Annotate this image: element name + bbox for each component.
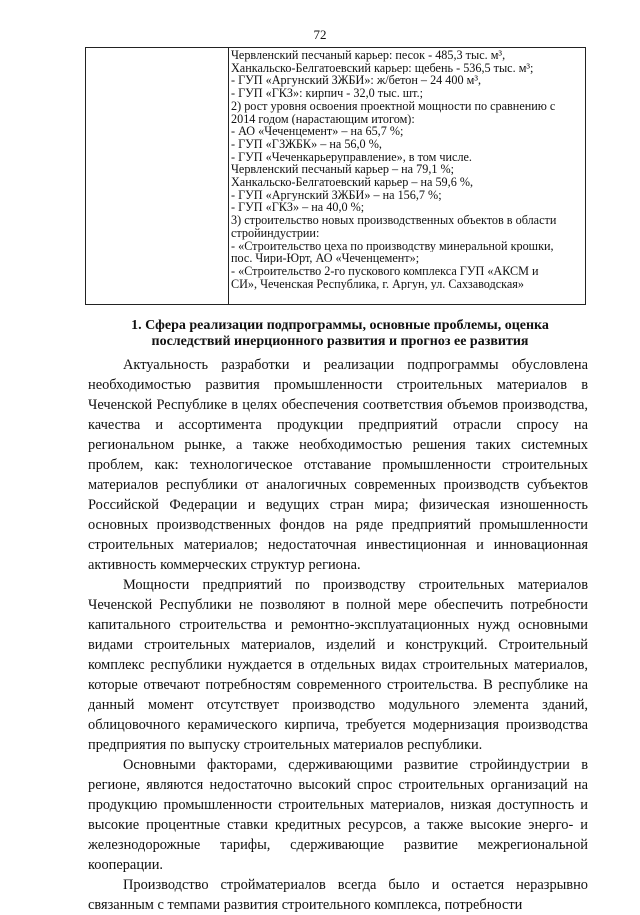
table-line: - ГУП «ГЗЖБК» – на 56,0 %, — [231, 137, 382, 151]
table-line: - «Строительство 2-го пускового комплекса ГУП «АКСМ и — [231, 264, 539, 278]
paragraph: Основными факторами, сдерживающими развитие стройиндустрии в регионе, являются недостаточно высокий спрос строительных организаций на продукцию промышленности строительных материалов, низкая доступность и высокие процентные ставки кредитных ресурсов, а также высокие энерго- и железнодорожные тарифы, сдерживающие развитие межрегиональной кооперации. — [88, 757, 588, 873]
table-line: Ханкальско-Белгатоевский карьер – на 59,6 %, — [231, 176, 474, 189]
table-line: - «Строительство цеха по производству минеральной крошки, — [231, 239, 554, 253]
paragraph: Производство стройматериалов всегда было и остается неразрывно связанным с темпами развития строительного комплекса, потребности — [88, 877, 588, 913]
section-heading — [60, 318, 620, 350]
table-line: стройиндустрии: — [231, 226, 320, 240]
table-line: СИ», Чеченская Республика, г. Аргун, ул. Сахзаводская» — [231, 277, 524, 291]
table-line: Червленский песчаный карьер – на 79,1 %; — [231, 163, 455, 177]
continued-table — [85, 47, 586, 305]
page-number: 72 — [313, 27, 327, 42]
table-line: - ГУП «Аргунский ЗЖБИ» – на 156,7 %; — [231, 188, 442, 202]
table-line: - ГУП «Чеченкарьеруправление», в том числе. — [231, 150, 472, 164]
table-line: пос. Чири-Юрт, АО «Чеченцемент»; — [231, 252, 420, 265]
table-line: - ГУП «Аргунский ЗЖБИ»: ж/бетон – 24 400 м³, — [231, 74, 482, 88]
body-text — [88, 355, 588, 915]
table-line: - ГУП «ГКЗ»: кирпич - 32,0 тыс. шт.; — [231, 87, 424, 100]
paragraph: Актуальность разработки и реализации подпрограммы обусловлена необходимостью развития промышленности строительных материалов в Чеченской Республике в целях обеспечения соответствия объемов производства, качества и ассортимента продукции предприятий отрасли спросу на региональном рынке, а также необходимостью решения таких системных проблем, как: технологическое отставание промышленности строительных материалов республики от аналогичных современных производств субъектов Российской Федерации и ведущих стран мира; физическая изношенность основных производственных фондов на ряде предприятий промышленности строительных материалов; недостаточная инвестиционная и инновационная активность коммерческих структур региона. — [88, 357, 588, 573]
paragraph: Мощности предприятий по производству строительных материалов Чеченской Республики не позволяют в полной мере обеспечить потребности капитального строительства и ремонтно-эксплуатационных нужд основными видами строительных материалов, изделий и конструкций. Строительный комплекс республики нуждается в отдельных видах строительных материалов, которые отвечают потребностям современного строительства. В республике на данный момент отсутствует производство модульного элемента зданий, облицовочного керамического кирпича, требуется модернизация производства предприятия по выпуску строительных материалов республики. — [88, 577, 588, 753]
table-line: 2) рост уровня освоения проектной мощности по сравнению с — [231, 99, 556, 113]
section-heading-line: 1. Сфера реализации подпрограммы, основные проблемы, оценка — [131, 318, 549, 333]
table-line: Червленский песчаный карьер: песок - 485,3 тыс. м³, — [231, 49, 506, 62]
table-line: 2014 годом (нарастающим итогом): — [231, 112, 415, 126]
section-heading-line: последствий инерционного развития и прогноз ее развития — [151, 334, 529, 349]
table-left-column — [86, 48, 229, 304]
table-right-column — [231, 49, 581, 290]
table-line: Ханкальско-Белгатоевский карьер: щебень - 536,5 тыс. м³; — [231, 61, 534, 75]
table-line: - АО «Чеченцемент» – на 65,7 %; — [231, 125, 404, 138]
table-line: - ГУП «ГКЗ» – на 40,0 %; — [231, 201, 365, 215]
table-line: 3) строительство новых производственных объектов в области — [231, 214, 557, 227]
